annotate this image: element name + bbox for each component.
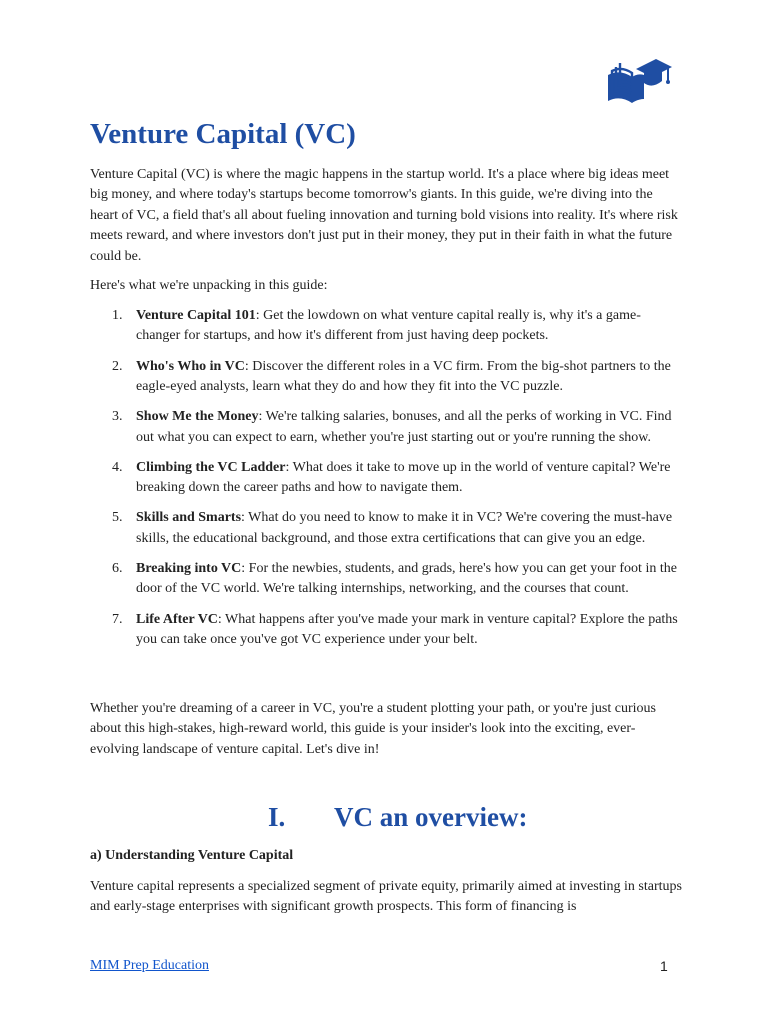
list-item (90, 407, 682, 448)
lead-paragraph: Here's what we're unpacking in this guide: (90, 278, 328, 293)
guide-topics-list (90, 306, 682, 660)
list-item (90, 306, 682, 347)
list-number: 2. (112, 358, 123, 374)
list-item-text: : Get the lowdown on what venture capital really is, why it's a game-changer for startups, and how it's different from just having deep pockets. (136, 308, 641, 344)
list-item-title: Venture Capital 101 (136, 308, 256, 323)
page-number: 1 (660, 958, 668, 974)
list-item (90, 610, 682, 651)
list-number: 4. (112, 459, 123, 475)
list-number: 6. (112, 561, 123, 577)
footer-link[interactable]: MIM Prep Education (90, 958, 209, 973)
list-item (90, 559, 682, 600)
intro-paragraph: Venture Capital (VC) is where the magic happens in the startup world. It's a place where big ideas meet big money, and where today's startups become tomorrow's giants. In this guide, we're diving into the heart of VC, a field that's all about fueling innovation and turning bold visions into reality. It's where risk meets reward, and where investors don't just put in their money, they put in their faith in what the future could be. (90, 167, 678, 264)
list-item-text: : Discover the different roles in a VC firm. From the big-shot partners to the eagle-eyed analysts, learn what they do and how they fit into the VC puzzle. (136, 358, 671, 395)
list-item (90, 508, 682, 549)
list-number: 3. (112, 409, 123, 425)
section-title: VC an overview: (334, 802, 528, 832)
section-numeral: I. (268, 802, 286, 832)
closing-paragraph: Whether you're dreaming of a career in VC, you're a student plotting your path, or you're just curious about this high-stakes, high-reward world, this guide is your insider's look into the exciting, ever-evolving landscape of venture capital. Let's dive in! (90, 701, 656, 757)
list-item-title: Life After VC (136, 611, 218, 627)
list-item-title: Who's Who in VC (136, 358, 245, 374)
list-item-text: : What does it take to move up in the world of venture capital? We're breaking down the career paths and how to navigate them. (136, 459, 671, 496)
list-item-title: Breaking into VC (136, 561, 242, 577)
list-number: 7. (112, 611, 123, 627)
list-item (90, 357, 682, 398)
list-item-text: : We're talking salaries, bonuses, and all the perks of working in VC. Find out what you can expect to earn, whether you're just starting out or you're running the show. (136, 409, 672, 445)
list-item-title: Show Me the Money (136, 409, 259, 425)
subsection-heading: a) Understanding Venture Capital (90, 848, 294, 863)
list-item-title: Climbing the VC Ladder (136, 459, 286, 475)
list-item-title: Skills and Smarts (136, 510, 242, 526)
list-item-text: : What happens after you've made your mark in venture capital? Explore the paths you can take once you've got VC experience under your belt. (136, 611, 678, 648)
list-number: 5. (112, 510, 123, 526)
list-number: 1. (112, 308, 123, 323)
list-item-text: : What do you need to know to make it in VC? We're covering the must-have skills, the educational background, and those extra certifications that can give you an edge. (136, 510, 673, 546)
list-item (90, 458, 682, 499)
book-graduation-cap-icon (606, 55, 672, 107)
document-title: Venture Capital (VC) (90, 118, 356, 150)
section-heading (268, 798, 527, 836)
list-item-text: : For the newbies, students, and grads, here's how you can get your foot in the door of the VC world. We're talking internships, networking, and the courses that count. (136, 561, 677, 597)
subsection-paragraph: Venture capital represents a specialized segment of private equity, primarily aimed at investing in startups and early-stage enterprises with significant growth prospects. This form of financing is (90, 879, 682, 915)
